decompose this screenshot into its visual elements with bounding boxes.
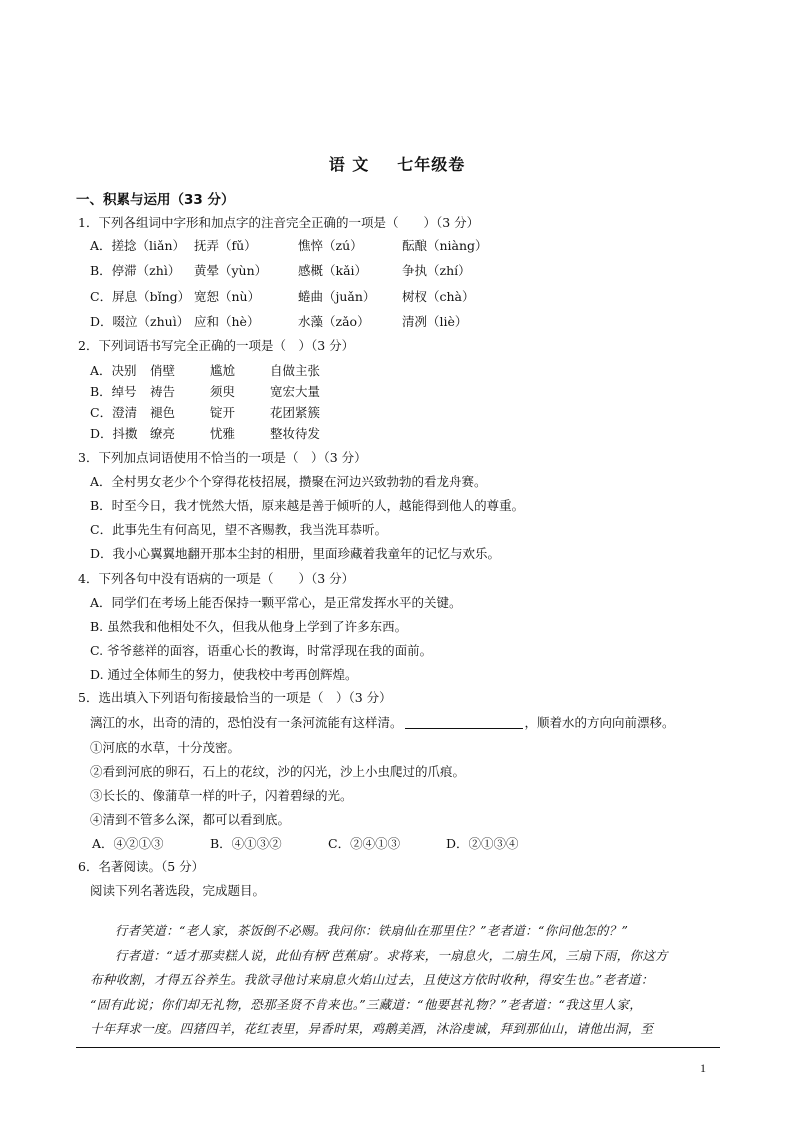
- excerpt-line-4: “固有此说；你们却无礼物，恐那圣贤不肯来也。”三藏道：“他要甚礼物？”老者道：“我这里人家，: [90, 996, 643, 1012]
- question-5-passage: 漓江的水，出奇的清的，恐怕没有一条河流能有这样清。 ，顺着水的方向向前漂移。: [90, 715, 675, 730]
- excerpt-line-2: 行者道：“适才那卖糕人说，此仙有柄‘芭蕉扇’。求将来，一扇息火，二扇生风，三扇下雨，你这方: [115, 947, 668, 963]
- question-3-option-d: D．我小心翼翼地翻开那本尘封的相册，里面珍藏着我童年的记忆与欢乐。: [90, 546, 501, 561]
- question-4-option-b: B. 虽然我和他相处不久，但我从他身上学到了许多东西。: [90, 619, 408, 634]
- question-4-option-d: D. 通过全体师生的努力，使我校中考再创辉煌。: [90, 667, 358, 682]
- answer-blank[interactable]: [405, 716, 523, 729]
- question-5-sentence-2: ②看到河底的卵石，石上的花纹，沙的闪光，沙上小虫爬过的爪痕。: [90, 764, 466, 779]
- question-3-option-a: A．全村男女老少个个穿得花枝招展，攒聚在河边兴致勃勃的看龙舟赛。: [90, 474, 487, 489]
- question-3-option-c: C．此事先生有何高见，望不吝赐教，我当洗耳恭听。: [90, 522, 388, 537]
- question-2-option-d: D．抖擞 缭亮 忧雅 整妆待发: [90, 426, 321, 441]
- page-title: [0, 152, 794, 175]
- question-5-options: A．④②①③ B．④①③② C．②④①③ D．②①③④: [92, 836, 519, 851]
- excerpt-line-3: 布种收割，才得五谷养生。我欲寻他讨来扇息火焰山过去，且使这方依时收种，得安生也。”老者道：: [90, 972, 654, 987]
- excerpt-line-1: 行者笑道：“老人家，茶饭倒不必赐。我问你：铁扇仙在那里住？”老者道：“你问他怎的？”: [115, 923, 629, 938]
- question-5-stem: 5．选出填入下列语句衔接最恰当的一项是（ ）（3 分）: [78, 690, 392, 705]
- question-1-stem: 1．下列各组词中字形和加点字的注音完全正确的一项是（ ）（3 分）: [78, 215, 480, 230]
- question-6-instruction: 阅读下列名著选段，完成题目。: [90, 883, 266, 898]
- question-4-stem: 4．下列各句中没有语病的一项是（ ）（3 分）: [78, 571, 355, 586]
- title-grade: 七年级卷: [397, 155, 466, 174]
- question-2-stem: 2．下列词语书写完全正确的一项是（ ）（3 分）: [78, 338, 355, 353]
- title-subject: 语 文: [328, 155, 370, 174]
- question-4-option-a: A．同学们在考场上能否保持一颗平常心，是正常发挥水平的关键。: [90, 595, 462, 610]
- question-6-stem: 6．名著阅读。（5 分）: [78, 859, 205, 874]
- question-5-sentence-4: ④清到不管多么深，都可以看到底。: [90, 812, 291, 827]
- novel-excerpt: [90, 919, 722, 1042]
- question-4-option-c: C. 爷爷慈祥的面容，语重心长的教诲，时常浮现在我的面前。: [90, 643, 433, 658]
- footer-rule: [76, 1047, 720, 1048]
- section-heading: 一、积累与运用（33 分）: [76, 192, 235, 208]
- question-2-option-b: B．绰号 祷告 须臾 宽宏大量: [90, 384, 321, 399]
- question-1-option-b: B．停滞（zhì） 黄晕（yùn） 感概（kǎi） 争执（zhí）: [90, 263, 471, 278]
- question-1-option-a: A．搓捻（liǎn） 抚弄（fǔ） 憔悴（zú） 酝酿（niàng）: [90, 238, 488, 253]
- question-2-option-c: C．澄清 褪色 锭开 花团紧簇: [90, 405, 321, 420]
- page-number: 1: [700, 1061, 706, 1075]
- excerpt-line-5: 十年拜求一度。四猪四羊，花红表里，异香时果，鸡鹅美酒，沐浴虔诚，拜到那仙山，请他出洞，至: [90, 1021, 654, 1036]
- question-2-option-a: A．决别 俏壁 尴尬 自做主张: [90, 363, 321, 378]
- question-3-option-b: B．时至今日，我才恍然大悟，原来越是善于倾听的人，越能得到他人的尊重。: [90, 498, 525, 513]
- question-1-option-d: D．啜泣（zhuì） 应和（hè） 水藻（zǎo） 清冽（liè）: [90, 314, 468, 329]
- question-3-stem: 3．下列加点词语使用不恰当的一项是（ ）（3 分）: [78, 450, 367, 465]
- question-5-sentence-3: ③长长的、像蒲草一样的叶子，闪着碧绿的光。: [90, 788, 353, 803]
- question-1-option-c: C．屏息（bǐng） 宽恕（nù） 蜷曲（juǎn） 树杈（chà）: [90, 289, 475, 304]
- question-5-sentence-1: ①河底的水草，十分茂密。: [90, 740, 241, 755]
